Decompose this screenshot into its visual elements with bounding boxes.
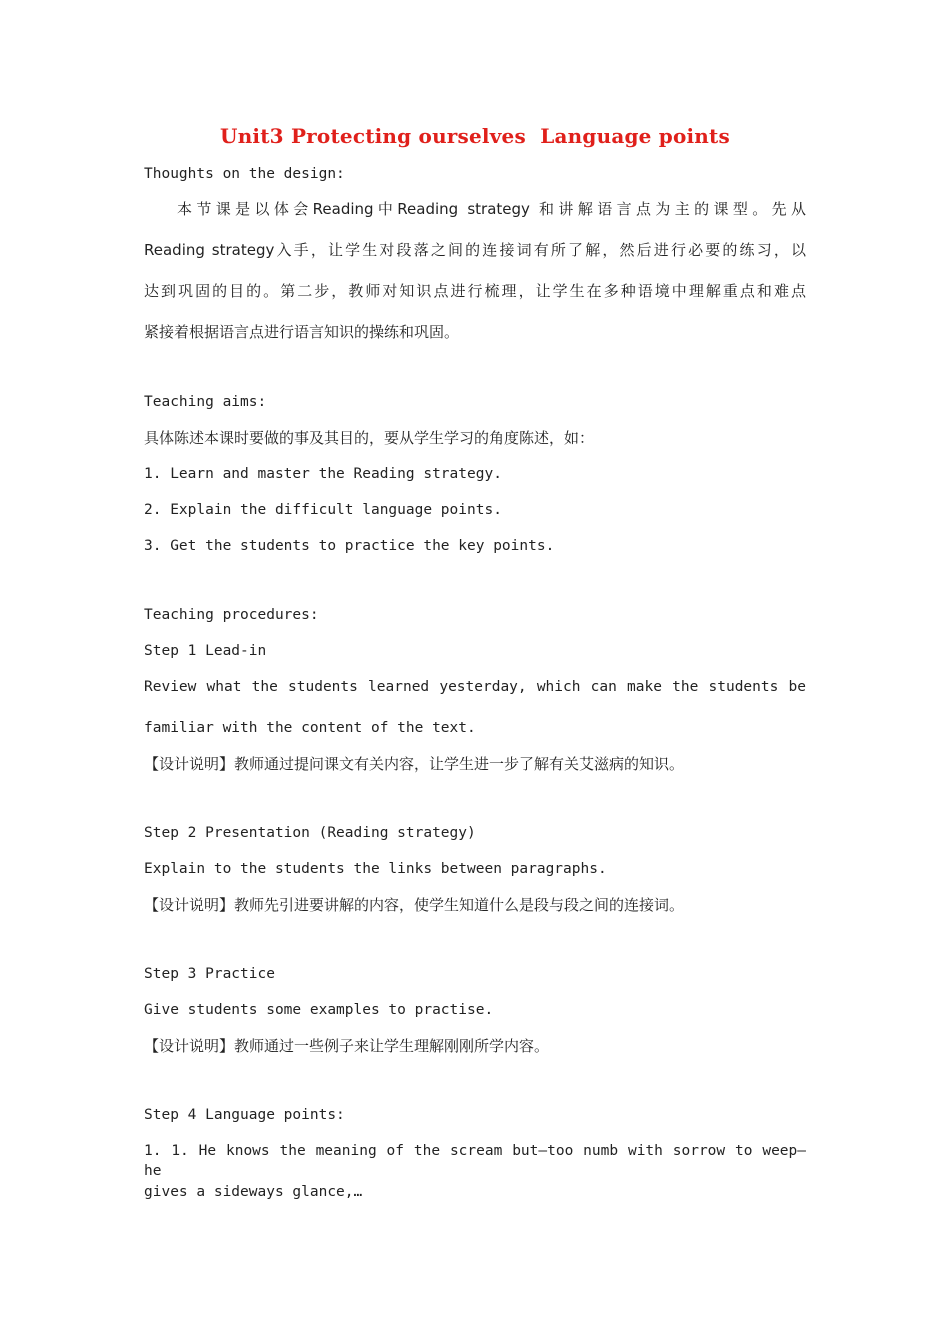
aims-item-3: 3. Get the students to practice the key points. (144, 538, 555, 554)
design-line-1: 本节课是以体会Reading中Reading strategy 和讲解语言点为主的课型。先从 (177, 200, 806, 218)
step2-title: Step 2 Presentation (Reading strategy) (144, 825, 476, 841)
step4-line-1: 1. 1. He knows the meaning of the scream but—too numb with sorrow to weep—he (144, 1143, 806, 1179)
step1-title: Step 1 Lead-in (144, 643, 267, 659)
step3-line-1: Give students some examples to practise. (144, 1002, 494, 1018)
step2-note: 【设计说明】教师先引进要讲解的内容，使学生知道什么是段与段之间的连接词。 (144, 896, 685, 914)
aims-item-2: 2. Explain the difficult language points. (144, 502, 502, 518)
design-line-4: 紧接着根据语言点进行语言知识的操练和巩固。 (144, 323, 460, 341)
design-line-3: 达到巩固的目的。第二步，教师对知识点进行梳理，让学生在多种语境中理解重点和难点 (144, 282, 806, 300)
design-heading: Thoughts on the design: (144, 166, 345, 182)
aims-intro: 具体陈述本课时要做的事及其目的，要从学生学习的角度陈述，如： (144, 429, 595, 447)
step3-note: 【设计说明】教师通过一些例子来让学生理解刚刚所学内容。 (144, 1037, 550, 1055)
step1-line-1: Review what the students learned yesterday, which can make the students be (144, 679, 806, 695)
step3-title: Step 3 Practice (144, 966, 275, 982)
step1-note: 【设计说明】教师通过提问课文有关内容，让学生进一步了解有关艾滋病的知识。 (144, 755, 685, 773)
step2-line-1: Explain to the students the links between paragraphs. (144, 861, 607, 877)
design-line-2: Reading strategy入手，让学生对段落之间的连接词有所了解，然后进行必要的练习，以 (144, 241, 806, 259)
step4-title: Step 4 Language points: (144, 1107, 345, 1123)
procedures-heading: Teaching procedures: (144, 607, 319, 623)
step1-line-2: familiar with the content of the text. (144, 720, 476, 736)
aims-item-1: 1. Learn and master the Reading strategy. (144, 466, 502, 482)
step4-line-2: gives a sideways glance,… (144, 1184, 363, 1200)
page-title: Unit3 Protecting ourselves Language points (220, 124, 730, 148)
aims-heading: Teaching aims: (144, 394, 267, 410)
